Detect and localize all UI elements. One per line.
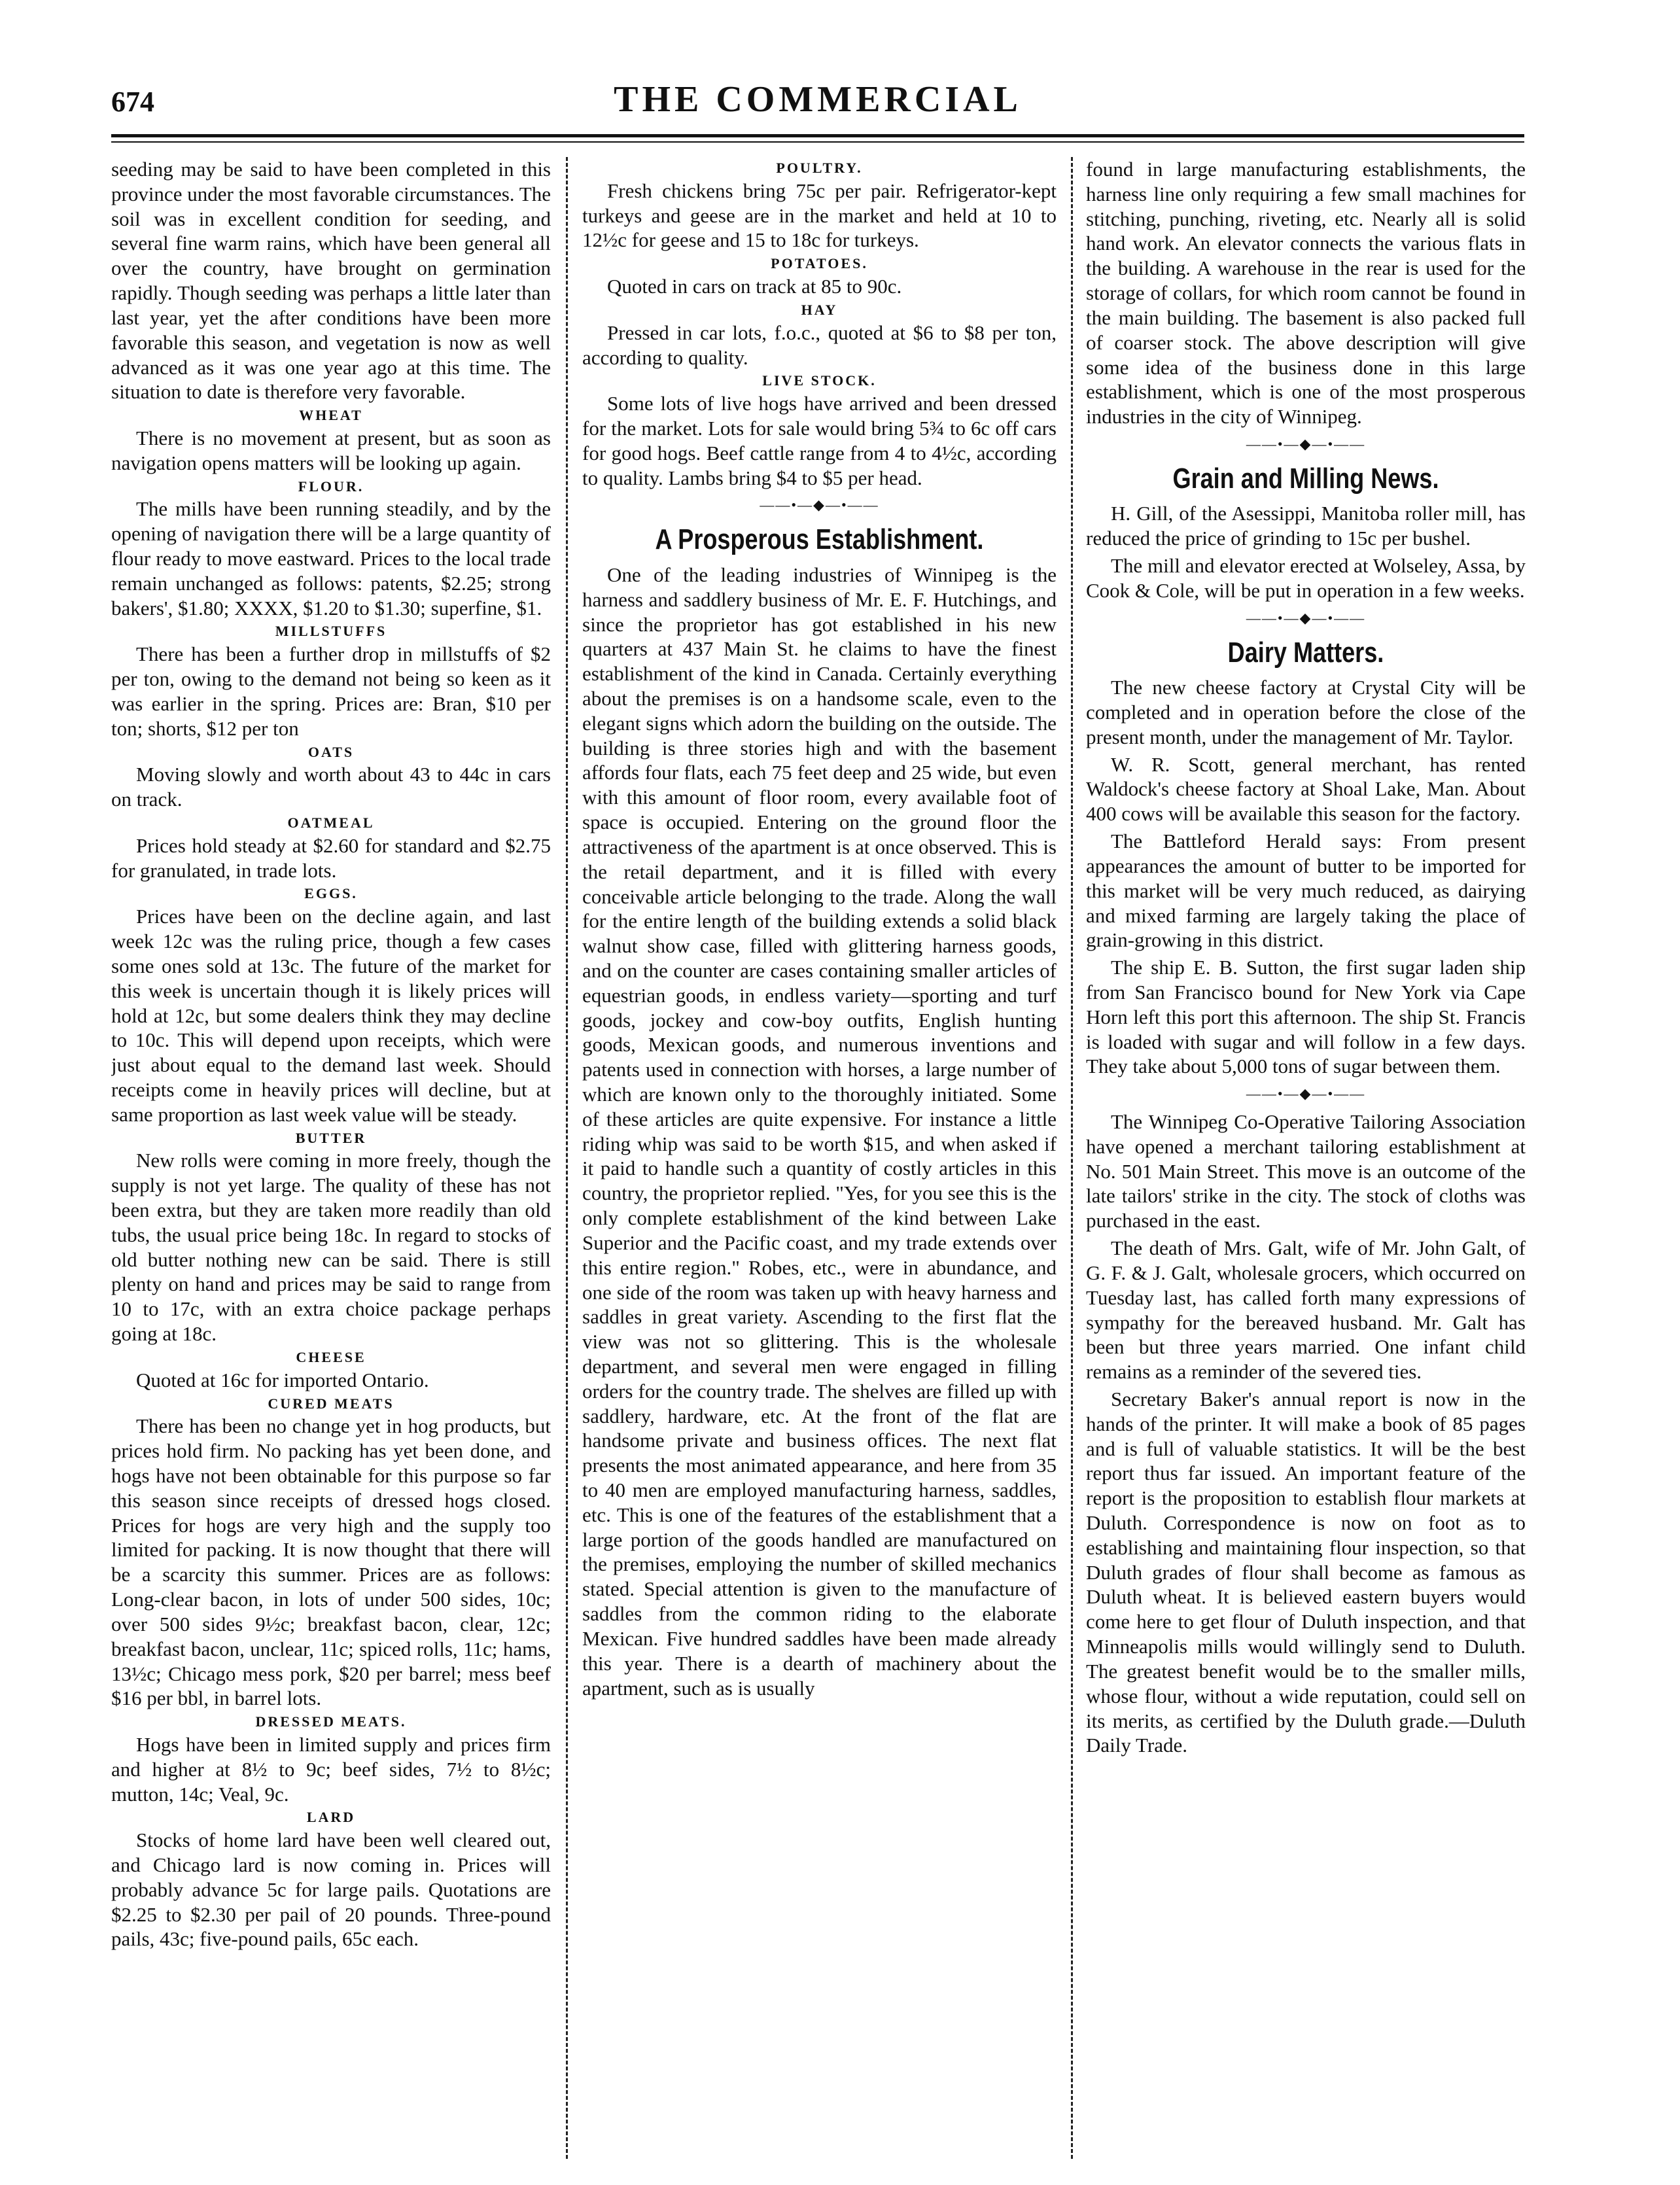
paragraph-dairy-2: W. R. Scott, general merchant, has rented Waldock's cheese factory at Shoal Lake, Man. About 400 cows will be available this season for the factory. xyxy=(1086,752,1526,826)
paragraph-galt: The death of Mrs. Galt, wife of Mr. John Galt, of G. F. & J. Galt, wholesale grocers, which occurred on Tuesday last, has called forth many expressions of sympathy for the bereaved husband. Mr. Galt has been but three years married. One infant child remains as a reminder of the severed ties. xyxy=(1086,1236,1526,1384)
heading-dairy-matters: Dairy Matters. xyxy=(1227,636,1384,669)
paragraph-flour: The mills have been running steadily, and by the opening of navigation there will be a large quantity of flour ready to move eastward. Prices to the local trade remain unchanged as follows: patents, $2.25; strong bakers', $1.80; XXXX, $1.20 to $1.30; superfine, $1. xyxy=(111,497,551,620)
paragraph-baker-report: Secretary Baker's annual report is now in the hands of the printer. It will make a book of 85 pages and is full of valuable statistics. It will be the best report thus far issued. An important feature of the report is the proposition to establish flour markets at Duluth. Correspondence is now on foot as to establishing and maintaining flour inspection, so that Duluth grades of flour shall become as famous as Duluth wheat. It is believed eastern buyers would come here to get flour of Duluth inspection, and that Minneapolis mills would willingly send to Duluth. The greatest benefit would be to the smaller mills, whose flour, without a wide reputation, could sell on its merits, as certified by the Duluth grade.—Duluth Daily Trade. xyxy=(1086,1387,1526,1757)
header-rule-thin xyxy=(111,141,1524,143)
article-heading-prosperous: A Prosperous Establishment. xyxy=(655,523,984,556)
paragraph-dressed-meats: Hogs have been in limited supply and prices firm and higher at 8½ to 9c; beef sides, 7½ to 8½c; mutton, 14c; Veal, 9c. xyxy=(111,1732,551,1806)
masthead: THE COMMERCIAL xyxy=(614,79,1022,120)
page-header xyxy=(111,79,1524,124)
subheading-live-stock: LIVE STOCK. xyxy=(762,372,877,389)
subheading-butter: BUTTER xyxy=(295,1129,367,1146)
subheading-hay: HAY xyxy=(801,301,838,318)
section-ornament: ——•—◆—•—— xyxy=(1246,609,1366,626)
article-body-prosperous: One of the leading industries of Winnipeg is the harness and saddlery business of Mr. E. F. Hutchings, and since the proprietor has got established in his new quarters at 437 Main St. he claims to have the finest establishment of the kind in Canada. Certainly everything about the premises is on a handsome scale, even to the elegant signs which adorn the building on the outside. The building is three stories high and with the basement affords four flats, each 75 feet deep and 25 wide, but even with this amount of floor room, every available foot of space is occupied. Entering on the ground floor the attractiveness of the apartment is at once observed. This is the retail department, and it is filled with every conceivable article belonging to the trade. Along the wall for the entire length of the building extends a solid black walnut show case, filled with glittering harness goods, and on the counter are cases containing smaller articles of equestrian goods, in endless variety—sporting and turf goods, jockey and cow-boy outfits, English hunting goods, Mexican goods, and numerous inventions and patents used in connection with horses, a large number of which are known only to the thoroughly initiated. Some of these articles are quite expensive. For instance a little riding whip was said to be worth $15, and when asked if it paid to handle such a quantity of costly articles in this country, the proprietor replied. "Yes, for you see this is the only complete establishment of the kind between Lake Superior and the Pacific coast, and my trade extends over this entire region." Robes, etc., were in abundance, and one side of the room was taken up with heavy harness and saddles in great variety. Ascending to the first flat the view was not so glittering. This is the wholesale department, and several men were engaged in filling orders for the country trade. The shelves are filled up with saddlery, hardware, etc. At the front of the flat are handsome private and business offices. The next flat presents the most animated appearance, and here from 35 to 40 men are employed manufacturing harness, saddles, etc. This is one of the features of the establishment that a large portion of the goods handled are manufactured on the premises, employing the number of skilled mechanics stated. Special attention is given to the manufacture of saddles from the common riding to the elaborate Mexican. Five hundred saddles have been made already this year. There is a dearth of machinery about the apartment, such as is usually xyxy=(582,563,1057,1700)
subheading-lard: LARD xyxy=(306,1809,356,1826)
paragraph-hay: Pressed in car lots, f.o.c., quoted at $6 to $8 per ton, according to quality. xyxy=(582,321,1057,369)
heading-grain-milling: Grain and Milling News. xyxy=(1172,462,1439,495)
subheading-flour: FLOUR. xyxy=(298,478,364,495)
section-ornament: ——•—◆—•—— xyxy=(1246,1085,1366,1102)
page-number: 674 xyxy=(111,86,154,118)
column-divider xyxy=(1071,157,1073,2159)
paragraph-poultry: Fresh chickens bring 75c per pair. Refrigerator-kept turkeys and geese are in the market and held at 10 to 12½c for geese and 15 to 18c for turkeys. xyxy=(582,179,1057,252)
subheading-poultry: POULTRY. xyxy=(776,160,863,176)
paragraph-live-stock: Some lots of live hogs have arrived and been dressed for the market. Lots for sale would bring 5¾ to 6c off cars for good hogs. Beef cattle range from 4 to 4½c, according to quality. Lambs bring $4 to $5 per head. xyxy=(582,392,1057,489)
article-continuation: found in large manufacturing establishments, the harness line only requiring a few small machines for stitching, punching, riveting, etc. Nearly all is solid hand work. An elevator connects the various flats in the building. A warehouse in the rear is used for the storage of collars, for which room cannot be found in the main building. The basement is also packed full of coarser stock. The above description will give some idea of the business done in this large establishment, which is one of the most prosperous industries in the city of Winnipeg. xyxy=(1086,158,1526,428)
paragraph-oatmeal: Prices hold steady at $2.60 for standard and $2.75 for granulated, in trade lots. xyxy=(111,833,551,882)
subheading-dressed-meats: DRESSED MEATS. xyxy=(255,1713,407,1730)
paragraph-dairy-1: The new cheese factory at Crystal City will be completed and in operation before the close of the present month, under the management of Mr. Taylor. xyxy=(1086,676,1526,748)
subheading-oatmeal: OATMEAL xyxy=(287,814,375,831)
subheading-wheat: WHEAT xyxy=(299,407,363,424)
subheading-eggs: EGGS. xyxy=(304,885,358,902)
paragraph-grain-2: The mill and elevator erected at Wolseley, Assa, by Cook & Cole, will be put in operation in a few weeks. xyxy=(1086,554,1526,602)
header-rule xyxy=(111,134,1524,137)
column-1 xyxy=(111,157,551,2172)
paragraph-dairy-3: The Battleford Herald says: From present appearances the amount of butter to be imported for this market will be very much reduced, as dairying and mixed farming are largely taking the place of grain-growing in this district. xyxy=(1086,830,1526,952)
paragraph-cheese: Quoted at 16c for imported Ontario. xyxy=(136,1368,429,1391)
subheading-millstuffs: MILLSTUFFS xyxy=(275,623,387,640)
subheading-potatoes: POTATOES. xyxy=(771,255,868,272)
paragraph-grain-1: H. Gill, of the Asessippi, Manitoba roller mill, has reduced the price of grinding to 15c per bushel. xyxy=(1086,502,1526,550)
paragraph-millstuffs: There has been a further drop in millstuffs of $2 per ton, owing to the demand not being so keen as it was earlier in the spring. Prices are: Bran, $10 per ton; shorts, $12 per ton xyxy=(111,642,551,740)
paragraph-tailoring: The Winnipeg Co-Operative Tailoring Association have opened a merchant tailoring establishment at No. 501 Main Street. This move is an outcome of the late tailors' strike in the city. The stock of cloths was purchased in the east. xyxy=(1086,1110,1526,1232)
column-divider xyxy=(566,157,568,2159)
paragraph-butter: New rolls were coming in more freely, though the supply is not yet large. The quality of these has not been extra, but they are taken more readily than old tubs, the usual price being 18c. In regard to stocks of old butter nothing new can be said. There is still plenty on hand and prices may be said to range from 10 to 17c, with an extra choice package perhaps going at 18c. xyxy=(111,1149,551,1346)
paragraph-eggs: Prices have been on the decline again, and last week 12c was the ruling price, though a few cases some ones sold at 13c. The future of the market for this week is uncertain though it is likely prices will hold at 12c, but some dealers think they may decline to 10c. This will depend upon receipts, which were just about equal to the demand last week. Should receipts come in heavily prices will decline, but at same proportion as last week value will be steady. xyxy=(111,905,551,1126)
paragraph-wheat: There is no movement at present, but as soon as navigation opens matters will be looking up again. xyxy=(111,426,551,474)
paragraph-cured-meats: There has been no change yet in hog products, but prices hold firm. No packing has yet been done, and hogs have not been obtainable for this purpose so far this season since receipts of dressed hogs closed. Prices for hogs are very high and the supply too limited for packing. It is now thought that there will be a scarcity this summer. Prices are as follows: Long-clear bacon, in lots of under 500 sides, 10c; over 500 sides 9½c; breakfast bacon, clear, 12c; breakfast bacon, unclear, 11c; spiced rolls, 11c; hams, 13½c; Chicago mess pork, $20 per barrel; mess beef $16 per bbl, in barrel lots. xyxy=(111,1414,551,1710)
column-2 xyxy=(582,157,1057,2172)
paragraph-oats: Moving slowly and worth about 43 to 44c in cars on track. xyxy=(111,763,551,811)
paragraph-lard: Stocks of home lard have been well cleared out, and Chicago lard is now coming in. Prices will probably advance 5c for large pails. Quotations are $2.25 to $2.30 per pail of 20 pounds. Three-pound pails, 43c; five-pound pails, 65c each. xyxy=(111,1828,551,1951)
section-ornament: ——•—◆—•—— xyxy=(760,497,879,514)
column-3 xyxy=(1086,157,1526,2172)
section-ornament: ——•—◆—•—— xyxy=(1246,435,1366,452)
subheading-oats: OATS xyxy=(307,743,355,760)
subheading-cheese: CHEESE xyxy=(296,1348,366,1365)
paragraph-potatoes: Quoted in cars on track at 85 to 90c. xyxy=(607,275,902,298)
subheading-cured-meats: CURED MEATS xyxy=(268,1395,394,1412)
market-intro-paragraph: seeding may be said to have been completed in this province under the most favorable circumstances. The soil was in excellent condition for seeding, and several fine warm rains, which have been general all over the country, have brought on germination rapidly. Though seeding was perhaps a little later than last year, yet the after conditions have been more favorable this season, and vegetation is now as well advanced as it was one year ago at this time. The situation to date is therefore very favorable. xyxy=(111,158,551,404)
paragraph-dairy-4: The ship E. B. Sutton, the first sugar laden ship from San Francisco bound for New York via Cape Horn left this port this afternoon. The ship St. Francis is loaded with sugar and will follow in a few days. They take about 5,000 tons of sugar between them. xyxy=(1086,956,1526,1078)
